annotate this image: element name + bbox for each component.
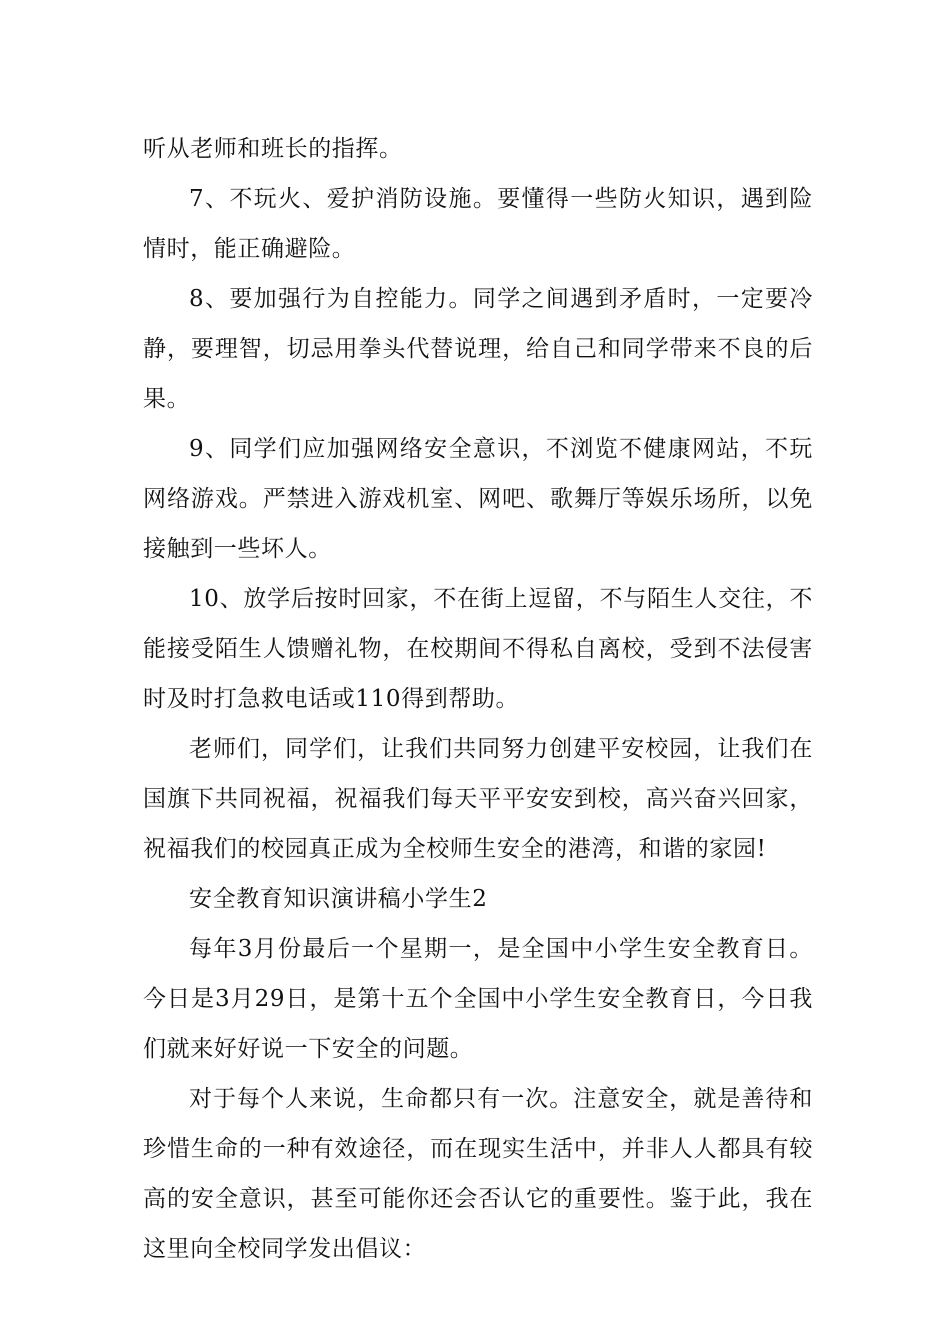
paragraph-item-10: 10、放学后按时回家，不在街上逗留，不与陌生人交往，不能接受陌生人馈赠礼物，在校期间不得私自离校，受到不法侵害时及时打急救电话或110得到帮助。	[143, 586, 813, 712]
document-body	[143, 124, 813, 1274]
paragraph-continuation: 听从老师和班长的指挥。	[143, 136, 403, 162]
section-heading: 安全教育知识演讲稿小学生2	[189, 886, 488, 912]
paragraph-proposal: 对于每个人来说，生命都只有一次。注意安全，就是善待和珍惜生命的一种有效途径，而在现实生活中，并非人人都具有较高的安全意识，甚至可能你还会否认它的重要性。鉴于此，我在这里向全校同学发出倡议：	[143, 1086, 813, 1262]
paragraph-item-9: 9、同学们应加强网络安全意识，不浏览不健康网站，不玩网络游戏。严禁进入游戏机室、网吧、歌舞厅等娱乐场所，以免接触到一些坏人。	[143, 436, 813, 562]
paragraph-closing: 老师们，同学们，让我们共同努力创建平安校园，让我们在国旗下共同祝福，祝福我们每天平平安安到校，高兴奋兴回家，祝福我们的校园真正成为全校师生安全的港湾，和谐的家园!	[143, 736, 813, 862]
paragraph-item-8: 8、要加强行为自控能力。同学之间遇到矛盾时，一定要冷静，要理智，切忌用拳头代替说理，给自己和同学带来不良的后果。	[143, 286, 813, 412]
paragraph-item-7: 7、不玩火、爱护消防设施。要懂得一些防火知识，遇到险情时，能正确避险。	[143, 186, 813, 262]
paragraph-intro: 每年3月份最后一个星期一，是全国中小学生安全教育日。今日是3月29日，是第十五个全国中小学生安全教育日，今日我们就来好好说一下安全的问题。	[143, 936, 813, 1062]
